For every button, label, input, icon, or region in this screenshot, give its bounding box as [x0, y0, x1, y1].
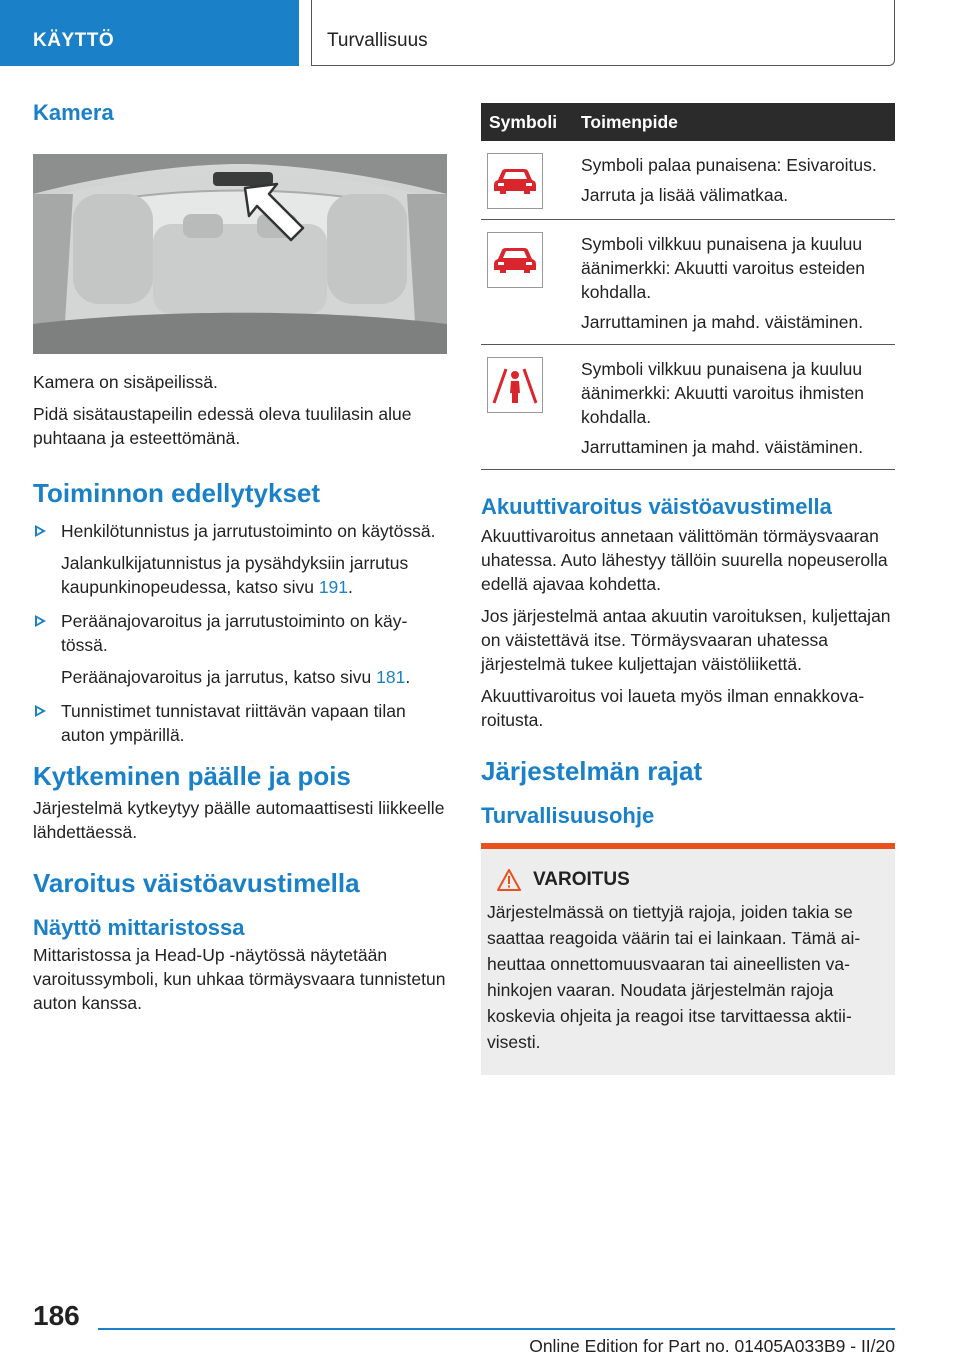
requirements-list — [33, 519, 447, 747]
footer-edition: Online Edition for Part no. 01405A033B9 - II/20 — [529, 1336, 895, 1356]
heading-rajat: Järjestelmän rajat — [481, 756, 703, 786]
column-header-action: Toimenpide — [573, 103, 895, 141]
page-number: 186 — [33, 1300, 80, 1331]
column-header-symbol: Symboli — [481, 103, 573, 141]
warning-text: Järjestelmässä on tiettyjä rajoja, joiden takia se saattaa reagoida väärin tai ei lainkaan. Tämä aiheuttaa onnettomuusvaaran tai aineellisten vahinkojen vaaran. Noudata järjestelmän rajoja koskevia ohjeita ja reagoi itse tarvittaessa aktiivisesti. — [487, 902, 861, 1052]
left-column — [33, 100, 447, 1023]
akuutti-text-3: Akuuttivaroitus voi laueta myös ilman ennakkovaroitusta. — [481, 686, 865, 730]
warning-title: VAROITUS — [533, 869, 630, 890]
heading-kamera: Kamera — [33, 100, 114, 125]
pedestrian-warning-icon — [487, 357, 543, 413]
table-row: Symboli palaa punaisena: Esivaroitus. Jarruta ja lisää välimatkaa. — [481, 141, 895, 220]
chapter-label: Turvallisuus — [327, 30, 428, 51]
list-item: Peräänajovaroitus ja jarrutustoiminto on käytössä. Peräänajovaroitus ja jarrutus, katso sivu 181. — [33, 609, 447, 689]
warning-triangle-icon — [497, 869, 521, 891]
warning-box — [481, 843, 895, 1075]
page-link-191[interactable]: 191 — [318, 577, 349, 597]
kytkeminen-text: Järjestelmä kytkeytyy päälle automaattisesti liikkeelle lähdettäessä. — [33, 798, 445, 842]
akuutti-text-1: Akuuttivaroitus annetaan välittömän törmäysvaaran uhatessa. Auto lähestyy tällöin suurella nopeuserolla edellä ajavaa kohdetta. — [481, 526, 888, 594]
kamera-text-1: Kamera on sisäpeilissä. — [33, 372, 218, 392]
triangle-bullet-icon — [35, 615, 46, 627]
car-warning-icon — [487, 232, 543, 288]
heading-varoitus: Varoitus väistöavustimella — [33, 868, 360, 898]
table-row: Symboli vilkkuu punaisena ja kuuluu äänimerkki: Akuutti varoitus esteiden kohdalla. Jarruttaminen ja mahd. väistäminen. — [481, 220, 895, 345]
car-warning-icon — [487, 153, 543, 209]
triangle-bullet-icon — [35, 525, 46, 537]
table-row: Symboli vilkkuu punaisena ja kuuluu äänimerkki: Akuutti varoitus ihmisten kohdalla. Jarruttaminen ja mahd. väistäminen. — [481, 345, 895, 470]
list-item: Tunnistimet tunnistavat riittävän vapaan tilan auton ympärillä. — [33, 699, 447, 747]
symbol-table — [481, 103, 895, 470]
kamera-text-2: Pidä sisätaustapeilin edessä oleva tuulilasin alue puhtaana ja esteettömänä. — [33, 404, 412, 448]
camera-photo — [33, 154, 447, 354]
triangle-bullet-icon — [35, 705, 46, 717]
section-tab — [0, 0, 299, 66]
right-column — [481, 103, 895, 1075]
section-label: KÄYTTÖ — [33, 30, 115, 51]
heading-akuutti: Akuuttivaroitus väistöavustimella — [481, 494, 832, 519]
heading-edellytykset: Toiminnon edellytykset — [33, 478, 321, 508]
heading-naytto: Näyttö mittaristossa — [33, 915, 245, 940]
chapter-tab — [311, 0, 895, 66]
footer-divider — [98, 1328, 895, 1330]
naytto-text: Mittaristossa ja Head-Up -näytössä näytetään varoitussymboli, kun uhkaa törmäysvaara tunnistetun auton kanssa. — [33, 945, 446, 1013]
list-item: Henkilötunnistus ja jarrutustoiminto on käytössä. Jalankulkijatunnistus ja pysähdyksiin jarrutus kaupunkinopeudessa, katso sivu 191. — [33, 519, 447, 599]
heading-kytkeminen: Kytkeminen päälle ja pois — [33, 761, 351, 791]
akuutti-text-2: Jos järjestelmä antaa akuutin varoituksen, kuljettajan on väistettävä itse. Törmäysvaaran uhatessa järjestelmä tukee kuljettajan väistöliikettä. — [481, 606, 891, 674]
heading-turvallisuusohje: Turvallisuusohje — [481, 803, 655, 828]
page-link-181[interactable]: 181 — [376, 667, 406, 687]
